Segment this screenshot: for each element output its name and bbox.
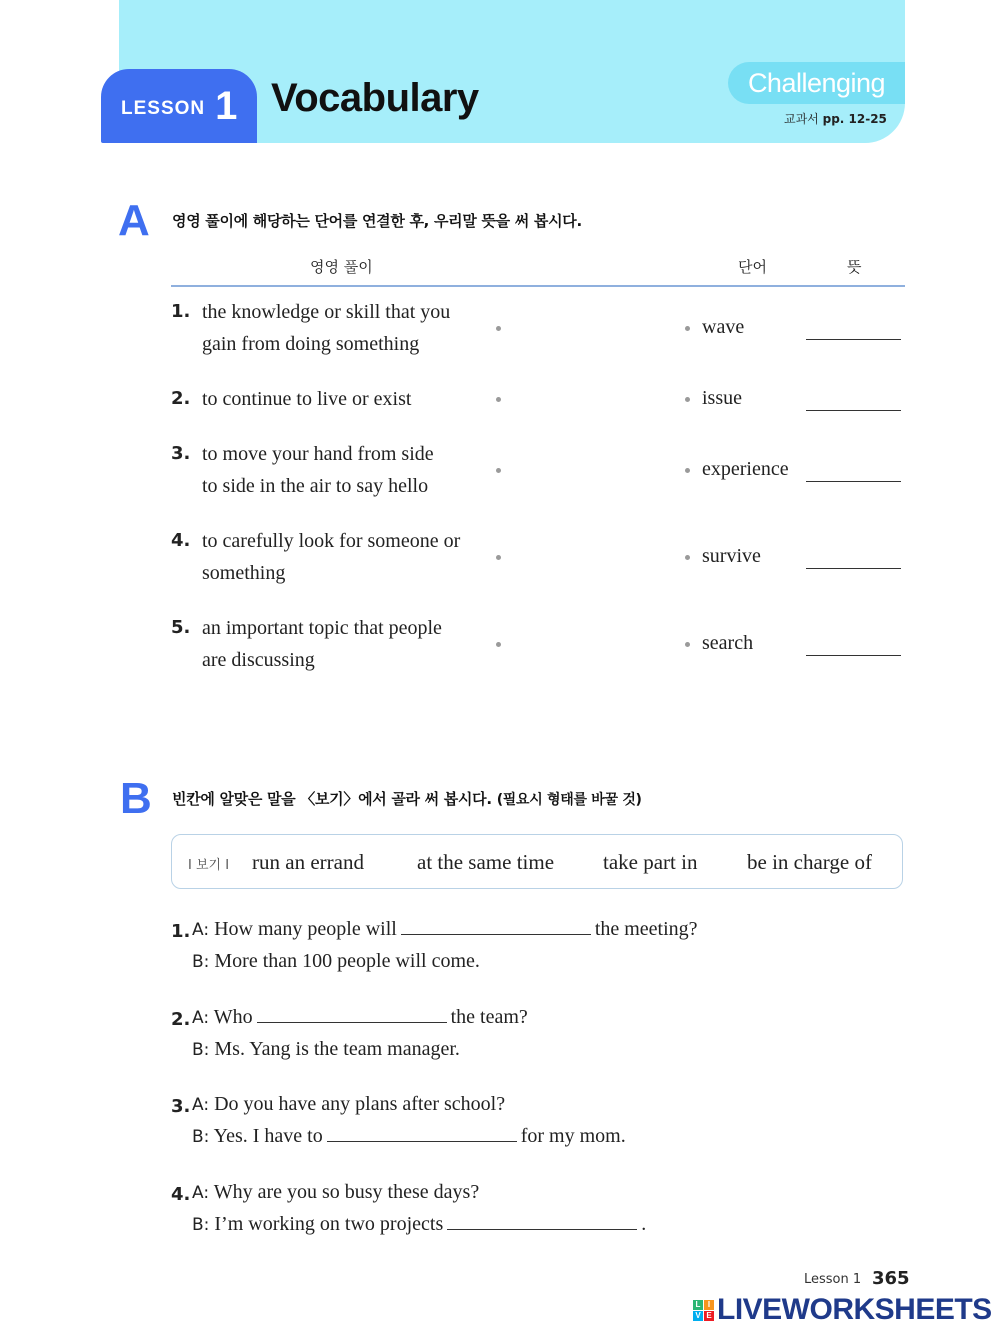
liveworksheets-logo (693, 1293, 992, 1327)
a-item-number: 4. (171, 530, 191, 551)
pages-range: pp. 12-25 (822, 112, 887, 126)
answer-blank[interactable] (327, 1125, 517, 1142)
word-bank-label: I 보기 I (188, 858, 230, 873)
section-b-instruction (172, 788, 642, 809)
section-a-instruction: 영영 풀이에 해당하는 단어를 연결한 후, 우리말 뜻을 써 봅시다. (172, 212, 582, 230)
a-item-number: 2. (171, 388, 191, 409)
definition-line: to side in the air to say hello (202, 475, 429, 497)
answer-blank[interactable] (447, 1213, 637, 1230)
speaker-a: A: (192, 1008, 210, 1028)
definition-line: an important topic that people (202, 617, 442, 639)
lesson-word: LESSON (121, 98, 206, 119)
line-text: for my mom. (520, 1125, 626, 1147)
col-definition-header: 영영 풀이 (310, 258, 373, 276)
logo-text: LIVEWORKSHEETS (717, 1293, 992, 1326)
col-word-header: 단어 (738, 258, 767, 276)
b-item-number: 2. (171, 1009, 191, 1030)
b-item-number: 1. (171, 921, 191, 942)
answer-blank[interactable] (257, 1006, 447, 1023)
a-item-word: survive (702, 545, 761, 567)
line-text: the meeting? (594, 918, 698, 940)
section-a-letter: A (118, 196, 150, 245)
header-divider (171, 285, 905, 287)
dialogue-line-b (192, 950, 480, 973)
line-text: the team? (450, 1006, 528, 1028)
line-text: More than 100 people will come. (214, 950, 480, 972)
word-bank-item: run an errand (252, 850, 364, 874)
a-item-definition (202, 296, 492, 360)
definition-line: gain from doing something (202, 333, 420, 355)
match-dot-right[interactable] (685, 326, 690, 331)
meaning-blank[interactable] (806, 410, 901, 411)
match-dot-left[interactable] (496, 326, 501, 331)
speaker-a: A: (192, 920, 210, 940)
dialogue-line-b (192, 1213, 646, 1236)
word-bank-item: at the same time (417, 850, 555, 874)
word-bank-item: be in charge of (747, 850, 872, 874)
textbook-pages (784, 110, 887, 127)
match-dot-right[interactable] (685, 555, 690, 560)
a-item-definition (202, 383, 492, 415)
match-dot-right[interactable] (685, 468, 690, 473)
a-item-number: 3. (171, 443, 191, 464)
line-text: How many people will (214, 918, 397, 940)
match-dot-left[interactable] (496, 642, 501, 647)
a-item-definition (202, 612, 492, 676)
line-text: Yes. I have to (213, 1125, 323, 1147)
line-text: Ms. Yang is the team manager. (214, 1038, 460, 1060)
instruction-text: 빈칸에 알맞은 말을 〈보기〉에서 골라 써 봅시다. (172, 790, 492, 808)
page-title: Vocabulary (271, 76, 479, 120)
dialogue-line-a (192, 1093, 505, 1116)
match-dot-left[interactable] (496, 468, 501, 473)
logo-letter: V (693, 1311, 703, 1321)
speaker-a: A: (192, 1095, 210, 1115)
footer-lesson: Lesson 1 (804, 1272, 862, 1287)
word-bank-item: take part in (603, 850, 698, 874)
a-item-word: wave (702, 316, 745, 338)
a-item-word: experience (702, 458, 789, 480)
a-item-definition (202, 525, 492, 589)
speaker-b: B: (192, 952, 210, 972)
line-text: Do you have any plans after school? (214, 1093, 506, 1115)
lesson-tab (101, 69, 257, 143)
col-meaning-header: 뜻 (847, 258, 862, 276)
match-dot-left[interactable] (496, 397, 501, 402)
b-item-number: 4. (171, 1184, 191, 1205)
definition-line: are discussing (202, 649, 315, 671)
meaning-blank[interactable] (806, 339, 901, 340)
meaning-blank[interactable] (806, 568, 901, 569)
logo-letter: L (693, 1300, 703, 1310)
definition-line: to move your hand from side (202, 443, 434, 465)
line-text: . (641, 1213, 647, 1235)
definition-line: to carefully look for someone or (202, 530, 461, 552)
definition-line: to continue to live or exist (202, 388, 412, 410)
dialogue-line-a (192, 1181, 479, 1204)
dialogue-line-b (192, 1125, 626, 1148)
page-number: 365 (872, 1268, 910, 1289)
line-text: I’m working on two projects (214, 1213, 444, 1235)
answer-blank[interactable] (401, 918, 591, 935)
speaker-b: B: (192, 1127, 210, 1147)
speaker-b: B: (192, 1040, 210, 1060)
meaning-blank[interactable] (806, 481, 901, 482)
line-text: Who (213, 1006, 253, 1028)
dialogue-line-b (192, 1038, 460, 1061)
a-item-word: search (702, 632, 754, 654)
a-item-number: 1. (171, 301, 191, 322)
logo-letter: I (704, 1300, 714, 1310)
line-text: Why are you so busy these days? (213, 1181, 480, 1203)
lesson-number: 1 (215, 83, 238, 128)
a-item-word: issue (702, 387, 742, 409)
speaker-a: A: (192, 1183, 210, 1203)
logo-letter: E (704, 1311, 714, 1321)
speaker-b: B: (192, 1215, 210, 1235)
b-item-number: 3. (171, 1096, 191, 1117)
meaning-blank[interactable] (806, 655, 901, 656)
pages-prefix: 교과서 (784, 112, 819, 126)
instruction-note: (필요시 형태를 바꿀 것) (496, 792, 642, 808)
section-b-letter: B (120, 774, 152, 823)
definition-line: something (202, 562, 286, 584)
match-dot-left[interactable] (496, 555, 501, 560)
a-item-definition (202, 438, 492, 502)
level-badge: Challenging (728, 62, 905, 104)
definition-line: the knowledge or skill that you (202, 301, 451, 323)
dialogue-line-a (192, 918, 698, 941)
logo-grid-icon (693, 1300, 714, 1321)
match-dot-right[interactable] (685, 642, 690, 647)
a-item-number: 5. (171, 617, 191, 638)
dialogue-line-a (192, 1006, 528, 1029)
match-dot-right[interactable] (685, 397, 690, 402)
